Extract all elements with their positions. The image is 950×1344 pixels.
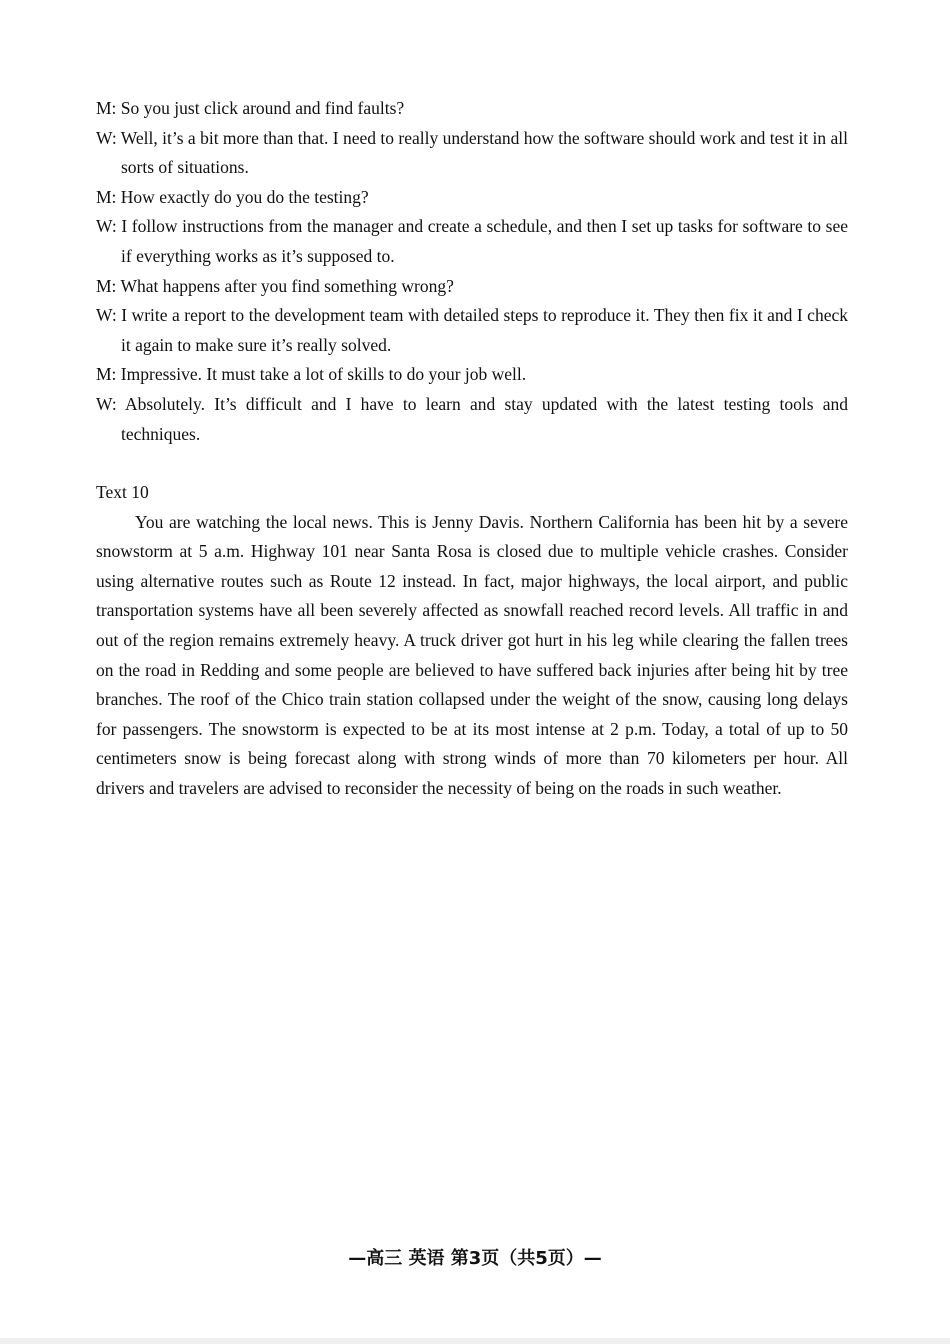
dialogue-line: M: Impressive. It must take a lot of skills to do your job well. xyxy=(96,364,527,385)
dialogue-line: W: Absolutely. It’s difficult and I have to learn and stay updated with the latest testing tools and techniques. xyxy=(96,393,848,444)
dialogue-line: W: Well, it’s a bit more than that. I need to really understand how the software should work and test it in all sorts of situations. xyxy=(96,127,848,178)
page-footer: —高三 英语 第3页（共5页）— xyxy=(348,1248,602,1269)
dialogue-transcript xyxy=(96,94,848,449)
section-title: Text 10 xyxy=(96,482,149,502)
dialogue-line: M: How exactly do you do the testing? xyxy=(96,186,369,207)
news-paragraph: You are watching the local news. This is Jenny Davis. Northern California has been hit by a severe snowstorm at 5 a.m. Highway 101 near Santa Rosa is closed due to multiple vehicle crashes. Consider using alternative routes such as Route 12 instead. In fact, major highways, the local airport, and public transportation systems have all been severely affected as snowfall reached record levels. All traffic in and out of the region remains extremely heavy. A truck driver got hurt in his leg while clearing the fallen trees on the road in Redding and some people are believed to have suffered back injuries after being hit by tree branches. The roof of the Chico train station collapsed under the weight of the snow, causing long delays for passengers. The snowstorm is expected to be at its most intense at 2 p.m. Today, a total of up to 50 centimeters snow is being forecast along with strong winds of more than 70 kilometers per hour. All drivers and travelers are advised to reconsider the necessity of being on the roads in such weather. xyxy=(96,511,848,798)
text-10-section xyxy=(96,478,848,804)
dialogue-line: M: So you just click around and find faults? xyxy=(96,98,405,118)
dialogue-line: M: What happens after you find something wrong? xyxy=(96,275,454,296)
dialogue-line: W: I follow instructions from the manager and create a schedule, and then I set up tasks for software to see if everything works as it’s supposed to. xyxy=(96,216,848,266)
dialogue-line: W: I write a report to the development team with detailed steps to reproduce it. They then fix it and I check it again to make sure it’s really solved. xyxy=(96,305,848,355)
bottom-divider xyxy=(0,1338,950,1344)
